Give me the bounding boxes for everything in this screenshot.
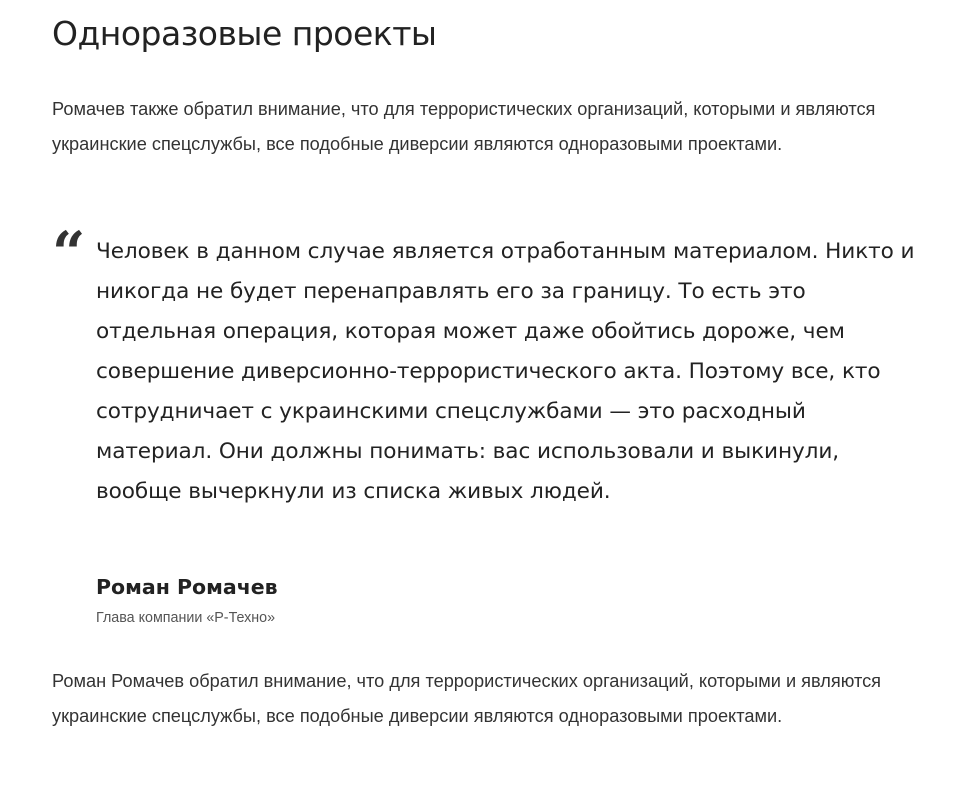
quote-text: Человек в данном случае является отработанным материалом. Никто и никогда не будет перенаправлять его за границу. То есть это отдельная операция, которая может даже обойтись дороже, чем совершение диверсионно-террористического акта. Поэтому все, кто сотрудничает с украинскими спецслужбами — это расходный материал. Они должны понимать: вас использовали и выкинули, вообще вычеркнули из списка живых людей. — [96, 239, 915, 504]
quote-mark-icon: “ — [52, 219, 86, 287]
section-heading: Одноразовые проекты — [52, 14, 437, 53]
quote-author-name: Роман Ромачев — [96, 575, 278, 599]
article-paragraph: Роман Ромачев обратил внимание, что для террористических организаций, которыми и являются украинские спецслужбы, все подобные диверсии являются одноразовыми проектами. — [52, 671, 882, 726]
quote-author-role: Глава компании «Р-Техно» — [96, 610, 276, 626]
article-paragraph: Ромачев также обратил внимание, что для террористических организаций, которыми и являются украинские спецслужбы, все подобные диверсии являются одноразовыми проектами. — [52, 99, 876, 154]
